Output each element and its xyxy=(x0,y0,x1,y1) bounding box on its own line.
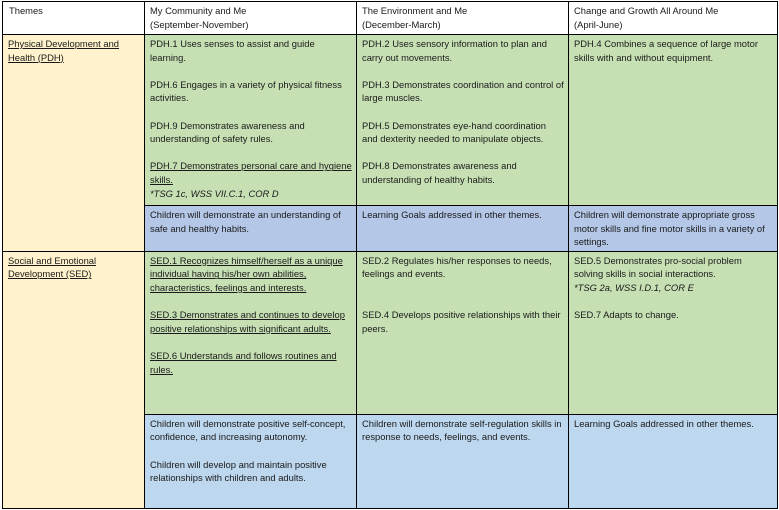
header-my-community xyxy=(145,2,357,35)
pdh-standards-row xyxy=(3,35,778,206)
theme-sed-link[interactable]: Social and Emotional Development (SED) xyxy=(8,254,97,280)
standard-sed3[interactable]: SED.3 Demonstrates and continues to develop positive relationships with significant adults. xyxy=(150,309,345,334)
standard-sed5-citation: *TSG 2a, WSS I.D.1, COR E xyxy=(574,281,694,293)
theme-pdh-link[interactable]: Physical Development and Health (PDH) xyxy=(8,38,119,63)
header-col3-title: Change and Growth All Around Me xyxy=(574,5,719,16)
sed-col2-standards xyxy=(357,251,569,414)
standard-pdh2: PDH.2 Uses sensory information to plan and carry out movements. xyxy=(362,38,547,63)
header-col2-title: The Environment and Me xyxy=(362,5,468,16)
standard-pdh5: PDH.5 Demonstrates eye-hand coordination and dexterity needed to manipulate objects. xyxy=(362,119,546,145)
standard-pdh7[interactable]: PDH.7 Demonstrates personal care and hygiene skills. xyxy=(150,160,352,185)
sed-goal-col1-b: Children will develop and maintain positive relationships with children and adults. xyxy=(150,458,327,484)
standard-sed1[interactable]: SED.1 Recognizes himself/herself as a unique individual having his/her own abilities, characteristics, feelings and interests. xyxy=(150,254,343,293)
standard-sed4: SED.4 Develops positive relationships with their peers. xyxy=(362,308,561,334)
sed-goal-col2: Children will demonstrate self-regulation skills in response to needs, feelings, and events. xyxy=(357,414,569,508)
standard-pdh3: PDH.3 Demonstrates coordination and control of large muscles. xyxy=(362,78,564,104)
standard-pdh4: PDH.4 Combines a sequence of large motor skills with and without equipment. xyxy=(574,38,758,63)
sed-standards-row xyxy=(3,251,778,414)
sed-col3-standards xyxy=(569,251,778,414)
theme-sed[interactable] xyxy=(3,251,145,508)
standard-sed7: SED.7 Adapts to change. xyxy=(574,309,679,321)
standard-pdh9: PDH.9 Demonstrates awareness and understanding of safety rules. xyxy=(150,119,305,145)
header-col2-dates: (December-March) xyxy=(362,18,441,30)
standard-pdh7-citation: *TSG 1c, WSS VII.C.1, COR D xyxy=(150,187,279,199)
theme-pdh[interactable] xyxy=(3,35,145,252)
pdh-col3-standards xyxy=(569,35,778,206)
header-change-growth xyxy=(569,2,778,35)
sed-col1-standards xyxy=(145,251,357,414)
header-col3-dates: (April-June) xyxy=(574,18,623,30)
pdh-goal-col2: Learning Goals addressed in other themes. xyxy=(357,206,569,252)
header-row xyxy=(3,2,778,35)
header-col1-dates: (September-November) xyxy=(150,18,249,30)
standard-sed6[interactable]: SED.6 Understands and follows routines and rules. xyxy=(150,349,337,375)
header-themes: Themes xyxy=(3,2,145,35)
curriculum-themes-table xyxy=(2,1,778,509)
pdh-col2-standards xyxy=(357,35,569,206)
header-col1-title: My Community and Me xyxy=(150,5,247,16)
sed-goal-col1 xyxy=(145,414,357,508)
header-environment xyxy=(357,2,569,35)
sed-goal-col1-a: Children will demonstrate positive self-concept, confidence, and increasing autonomy. xyxy=(150,417,346,443)
standard-pdh8: PDH.8 Demonstrates awareness and understanding of healthy habits. xyxy=(362,160,517,185)
pdh-goal-col1: Children will demonstrate an understanding of safe and healthy habits. xyxy=(145,206,357,252)
standard-pdh6: PDH.6 Engages in a variety of physical fitness activities. xyxy=(150,78,342,104)
sed-goal-col3: Learning Goals addressed in other themes. xyxy=(569,414,778,508)
pdh-goal-col3: Children will demonstrate appropriate gross motor skills and fine motor skills in a variety of settings. xyxy=(569,206,778,252)
standard-sed2: SED.2 Regulates his/her responses to needs, feelings and events. xyxy=(362,254,552,280)
pdh-col1-standards xyxy=(145,35,357,206)
standard-sed5: SED.5 Demonstrates pro-social problem solving skills in social interactions. xyxy=(574,254,742,280)
standard-pdh1: PDH.1 Uses senses to assist and guide learning. xyxy=(150,38,315,63)
